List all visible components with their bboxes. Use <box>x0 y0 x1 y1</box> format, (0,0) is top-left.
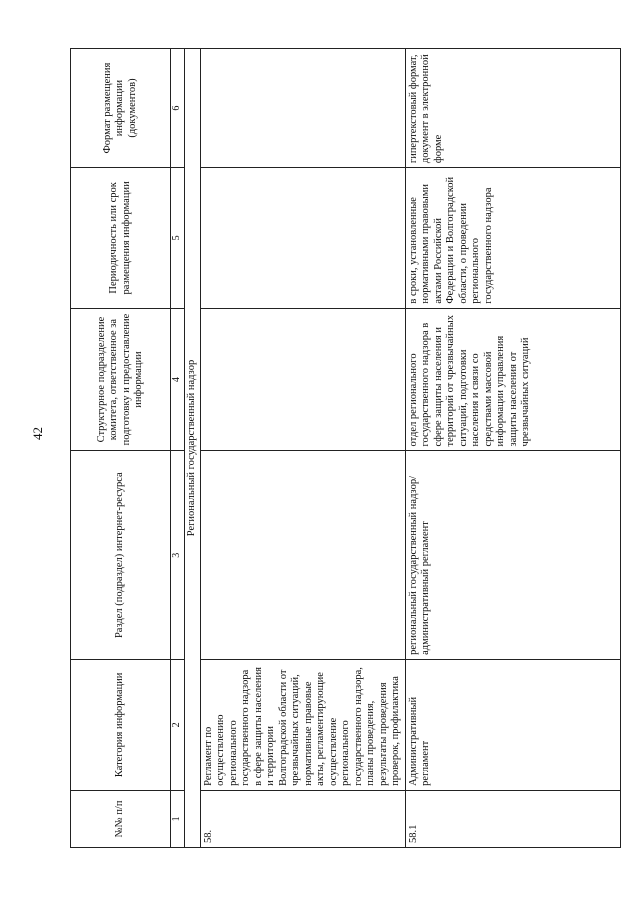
row-format <box>200 49 405 168</box>
page-number: 42 <box>30 427 45 440</box>
row-period: в сроки, установленные нормативными правовыми актами Российской Федерации и Волгоградской области, о проведении регионального государственного надзора <box>405 168 620 309</box>
row-section: региональный государственный надзор/ административный регламент <box>405 451 620 659</box>
row-period <box>200 168 405 309</box>
column-number: 5 <box>171 168 185 309</box>
header-category: Категория информации <box>71 659 171 790</box>
row-category: Регламент по осуществлению регионального государственного надзора в сфере защиты населения и территории Волгоградской области от чрезвычайных ситуаций, нормативные правовые акты, регламентирующие осуществление регионального государственного надзора, планы проведения, результаты проведения проверок, профилактика <box>200 659 405 790</box>
info-table <box>70 48 621 848</box>
column-number: 2 <box>171 659 185 790</box>
header-department: Структурное подразделение комитета, ответственное за подготовку и предоставление информации <box>71 308 171 451</box>
row-section <box>200 451 405 659</box>
section-title: Региональный государственный надзор <box>185 49 201 848</box>
header-period: Периодичность или срок размещения информации <box>71 168 171 309</box>
header-section: Раздел (подраздел) интернет-ресурса <box>71 451 171 659</box>
row-number: 58.1 <box>405 790 620 847</box>
column-number-row <box>171 49 185 848</box>
column-number: 6 <box>171 49 185 168</box>
row-department: отдел регионального государственного надзора в сфере защиты населения и территорий от чрезвычайных ситуаций, подготовки населения и связи со средствами массовой информации управления защиты населения от чрезвычайных ситуаций <box>405 308 620 451</box>
table-row <box>200 49 405 848</box>
row-number: 58. <box>200 790 405 847</box>
rotated-table-container <box>70 48 600 848</box>
column-number: 3 <box>171 451 185 659</box>
table-header-row <box>71 49 171 848</box>
row-format: гипертекстовый формат, документ в электронной форме <box>405 49 620 168</box>
row-category: Административный регламент <box>405 659 620 790</box>
header-format: Формат размещения информации (документов) <box>71 49 171 168</box>
column-number: 4 <box>171 308 185 451</box>
section-row <box>185 49 201 848</box>
header-num: №№ п/п <box>71 790 171 847</box>
row-department <box>200 308 405 451</box>
table-row <box>405 49 620 848</box>
column-number: 1 <box>171 790 185 847</box>
